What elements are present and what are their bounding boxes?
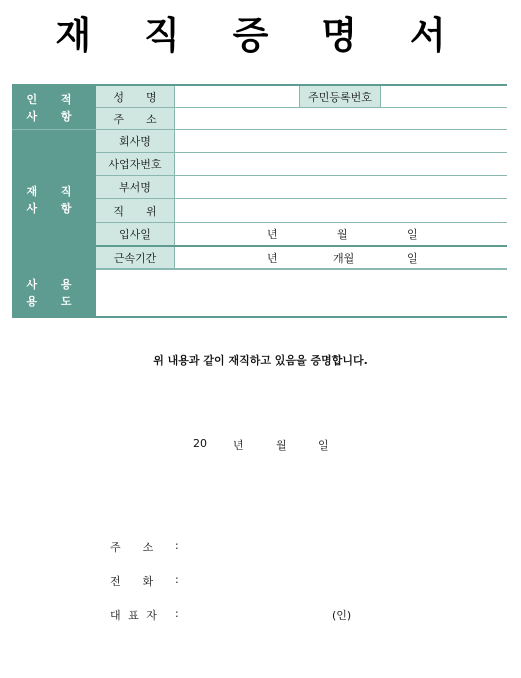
value-position[interactable] (175, 199, 507, 223)
date-prefix: 20 (193, 437, 207, 450)
section-employment (12, 130, 96, 269)
issuer-phone-label: 전 화 (110, 575, 154, 588)
label-resident-no: 주민등록번호 (299, 86, 381, 108)
section-personal (12, 86, 96, 130)
issuer-ceo-label: 대 표 자 (110, 609, 159, 622)
label-name: 성 명 (96, 86, 175, 108)
seal-mark: (인) (332, 609, 352, 622)
document-title: 재 직 증 명 서 (55, 13, 466, 57)
issuer-phone-colon: : (175, 573, 179, 586)
value-company[interactable] (175, 130, 507, 153)
section-personal-line1: 인 적 (26, 93, 82, 106)
value-name[interactable] (175, 86, 299, 108)
tenure-month-unit: 개월 (333, 251, 355, 265)
form-bottom-border (12, 316, 507, 318)
section-employment-line2: 사 항 (26, 201, 82, 215)
issuer-ceo-colon: : (175, 607, 179, 620)
label-address: 주 소 (96, 108, 175, 130)
certification-statement: 위 내용과 같이 재직하고 있음을 증명합니다. (153, 354, 368, 367)
date-month-unit: 월 (276, 439, 287, 452)
section-purpose-line1: 사 용 (26, 277, 82, 291)
join-month-unit: 월 (337, 228, 348, 241)
join-year-unit: 년 (267, 228, 278, 241)
section-personal-line2: 사 항 (26, 110, 82, 123)
issuer-address-colon: : (175, 539, 179, 552)
label-join-date: 입사일 (96, 223, 175, 246)
tenure-year-unit: 년 (267, 251, 278, 265)
date-year-unit: 년 (233, 439, 244, 452)
label-tenure: 근속기간 (96, 247, 175, 269)
value-tenure[interactable] (175, 247, 507, 269)
tenure-day-unit: 일 (407, 251, 418, 265)
value-business-no[interactable] (175, 153, 507, 176)
section-employment-line1: 재 직 (26, 184, 82, 198)
date-day-unit: 일 (318, 439, 329, 452)
join-day-unit: 일 (407, 228, 418, 241)
value-address[interactable] (175, 108, 507, 130)
label-position: 직 위 (96, 199, 175, 223)
section-purpose-line2: 용 도 (26, 294, 82, 308)
certificate-form (12, 84, 507, 318)
value-department[interactable] (175, 176, 507, 199)
issuer-address-label: 주 소 (110, 541, 154, 554)
value-join-date[interactable] (175, 223, 507, 246)
value-resident-no[interactable] (381, 86, 507, 108)
label-company: 회사명 (96, 130, 175, 153)
label-department: 부서명 (96, 176, 175, 199)
value-purpose[interactable] (96, 269, 507, 316)
label-business-no: 사업자번호 (96, 153, 175, 176)
section-purpose (12, 269, 96, 316)
